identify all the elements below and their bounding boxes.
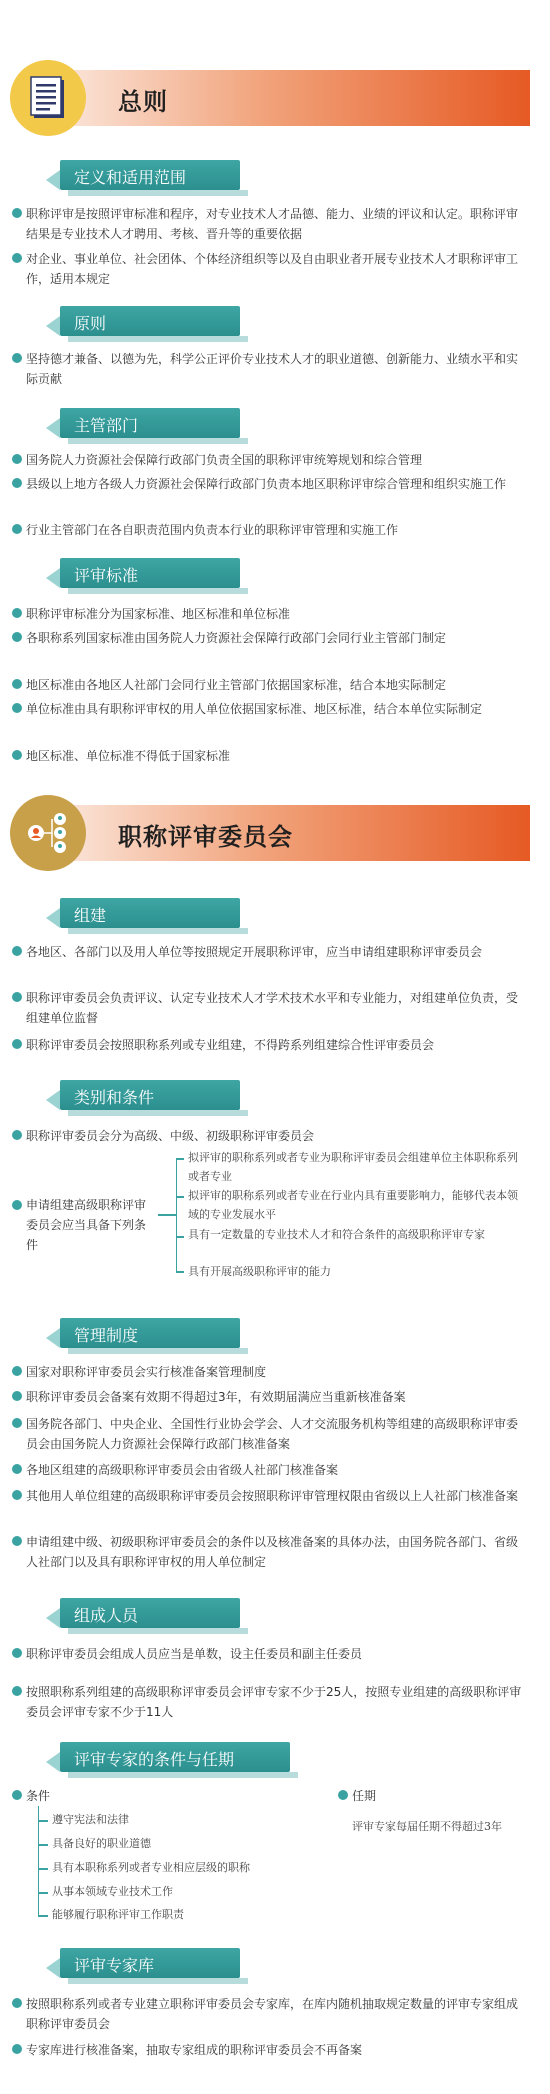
subheader-members: 组成人员: [60, 1598, 240, 1628]
list-item: 按照职称系列或者专业建立职称评审委员会专家库，在库内随机抽取规定数量的评审专家组成职称评审委员会: [26, 1994, 526, 2034]
condition-item: 具备良好的职业道德: [52, 1837, 151, 1850]
list-item: 其他用人单位组建的高级职称评审委员会按照职称评审管理权限由省级以上人社部门核准备案: [26, 1486, 526, 1506]
list-item: 专家库进行核准备案，抽取专家组成的职称评审委员会不再备案: [26, 2040, 526, 2060]
subheader-management: 管理制度: [60, 1318, 240, 1348]
section-title: 总则: [118, 88, 168, 116]
list-item: 坚持德才兼备、以德为先，科学公正评价专业技术人才的职业道德、创新能力、业绩水平和实际贡献: [26, 349, 526, 389]
list-item: 国家对职称评审委员会实行核准备案管理制度: [26, 1362, 526, 1382]
org-chart-icon: [10, 795, 86, 871]
subheader-expert: 评审专家的条件与任期: [60, 1742, 290, 1772]
bracket: [38, 1806, 39, 1916]
condition-item: 具有开展高级职称评审的能力: [188, 1265, 331, 1278]
subheader-definition: 定义和适用范围: [60, 160, 240, 190]
apply-conditions-label: 申请组建高级职称评审委员会应当具备下列条件: [26, 1195, 156, 1255]
list-item: 各职称系列国家标准由国务院人力资源社会保障行政部门会同行业主管部门制定: [26, 628, 526, 648]
list-item: 申请组建中级、初级职称评审委员会的条件以及核准备案的具体办法，由国务院各部门、省级人社部门以及具有职称评审权的用人单位制定: [26, 1532, 526, 1572]
expert-term-text: 评审专家每届任期不得超过3年: [352, 1820, 502, 1833]
list-item: 职称评审是按照评审标准和程序，对专业技术人才品德、能力、业绩的评议和认定。职称评审结果是专业技术人才聘用、考核、晋升等的重要依据: [26, 204, 526, 244]
subheader-expert-pool: 评审专家库: [60, 1948, 240, 1978]
condition-item: 拟评审的职称系列或者专业为职称评审委员会组建单位主体职称系列或者专业: [188, 1151, 518, 1183]
section-title: 职称评审委员会: [118, 823, 293, 851]
list-item: 各地区组建的高级职称评审委员会由省级人社部门核准备案: [26, 1460, 526, 1480]
expert-conditions-label: 条件: [26, 1786, 226, 1806]
list-item: 国务院各部门、中央企业、全国性行业协会学会、人才交流服务机构等组建的高级职称评审委员会由国务院人力资源社会保障行政部门核准备案: [26, 1414, 526, 1454]
condition-item: 遵守宪法和法律: [52, 1813, 129, 1826]
section-header-general: [10, 60, 530, 136]
list-item: 职称评审委员会备案有效期不得超过3年，有效期届满应当重新核准备案: [26, 1387, 526, 1407]
list-item: 县级以上地方各级人力资源社会保障行政部门负责本地区职称评审综合管理和组织实施工作: [26, 474, 526, 494]
list-item: 各地区、各部门以及用人单位等按照规定开展职称评审，应当申请组建职称评审委员会: [26, 942, 526, 962]
subheader-standards: 评审标准: [60, 558, 240, 588]
subheader-principle: 原则: [60, 306, 240, 336]
subheader-build: 组建: [60, 898, 240, 928]
list-item: 职称评审委员会负责评议、认定专业技术人才学术技术水平和专业能力，对组建单位负责，受组建单位监督: [26, 988, 526, 1028]
section-header-committee: [10, 795, 530, 871]
condition-item: 具有本职称系列或者专业相应层级的职称: [52, 1861, 250, 1874]
list-item: 职称评审标准分为国家标准、地区标准和单位标准: [26, 604, 526, 624]
bracket-connector: [158, 1214, 176, 1216]
list-item: 职称评审委员会按照职称系列或专业组建，不得跨系列组建综合性评审委员会: [26, 1035, 526, 1055]
list-item: 地区标准、单位标准不得低于国家标准: [26, 746, 526, 766]
condition-item: 具有一定数量的专业技术人才和符合条件的高级职称评审专家: [188, 1228, 485, 1241]
list-item: 单位标准由具有职称评审权的用人单位依据国家标准、地区标准，结合本单位实际制定: [26, 699, 526, 719]
list-item: 对企业、事业单位、社会团体、个体经济组织等以及自由职业者开展专业技术人才职称评审工作，适用本规定: [26, 249, 526, 289]
subheader-category: 类别和条件: [60, 1080, 240, 1110]
list-item: 国务院人力资源社会保障行政部门负责全国的职称评审统筹规划和综合管理: [26, 450, 526, 470]
document-icon: [10, 60, 86, 136]
list-item: 职称评审委员会分为高级、中级、初级职称评审委员会: [26, 1126, 526, 1146]
condition-item: 能够履行职称评审工作职责: [52, 1908, 184, 1921]
condition-item: 拟评审的职称系列或者专业在行业内具有重要影响力，能够代表本领域的专业发展水平: [188, 1189, 518, 1221]
list-item: 行业主管部门在各自职责范围内负责本行业的职称评审管理和实施工作: [26, 520, 526, 540]
condition-item: 从事本领域专业技术工作: [52, 1885, 173, 1898]
list-item: 职称评审委员会组成人员应当是单数，设主任委员和副主任委员: [26, 1644, 526, 1664]
subheader-department: 主管部门: [60, 408, 240, 438]
list-item: 按照职称系列组建的高级职称评审委员会评审专家不少于25人，按照专业组建的高级职称评审委员会评审专家不少于11人: [26, 1682, 526, 1722]
expert-term-label: 任期: [352, 1786, 502, 1806]
bracket: [176, 1158, 177, 1272]
list-item: 地区标准由各地区人社部门会同行业主管部门依据国家标准，结合本地实际制定: [26, 675, 526, 695]
